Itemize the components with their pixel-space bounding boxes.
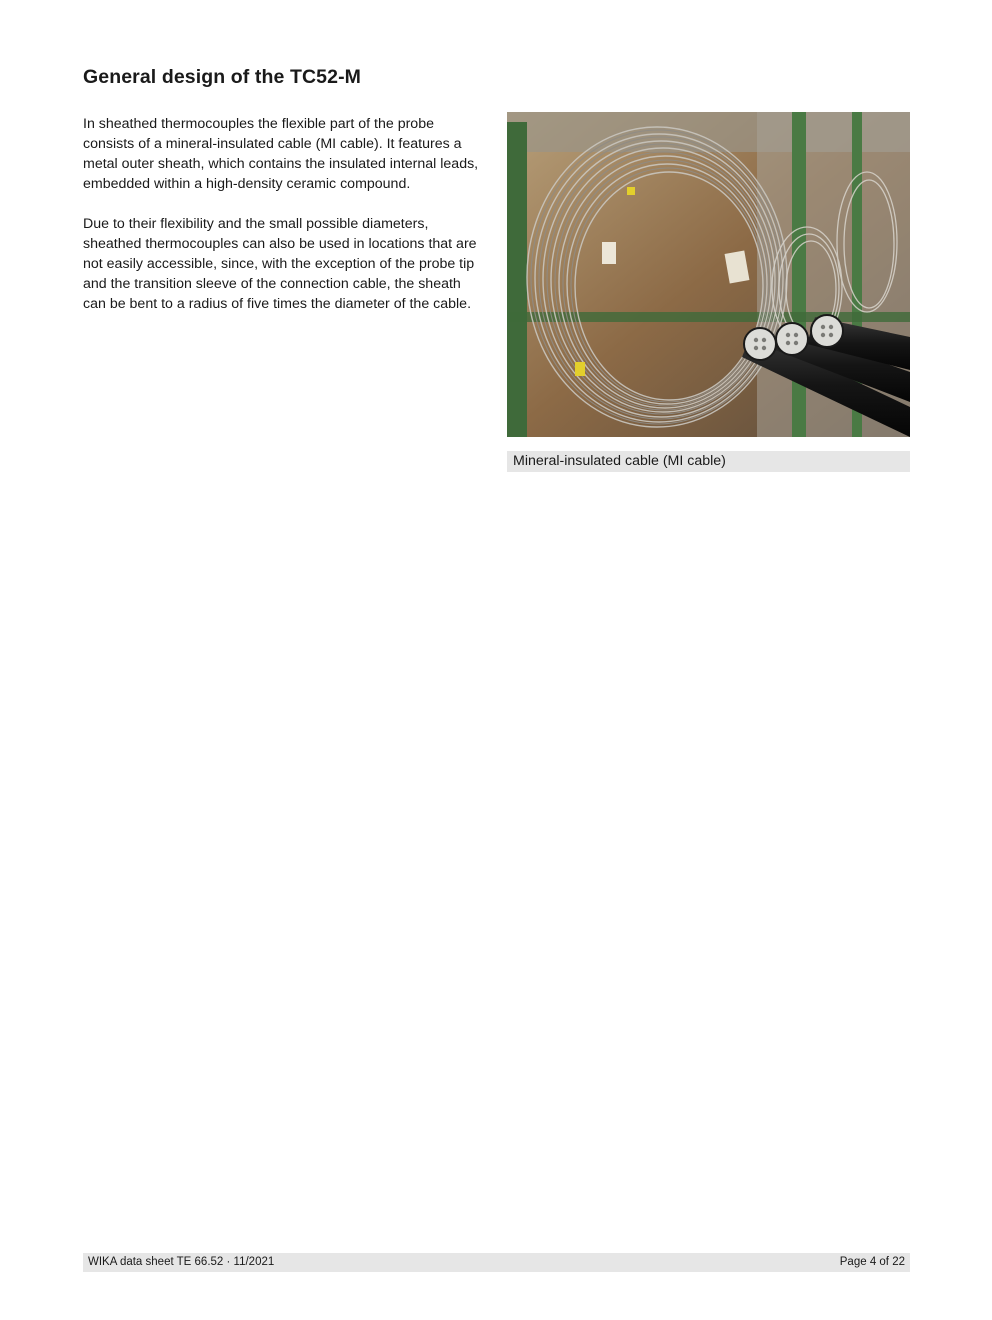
mi-cable-photo	[507, 112, 910, 437]
figure-caption: Mineral-insulated cable (MI cable)	[507, 451, 910, 472]
body-text	[83, 114, 483, 334]
footer-page-number: Page 4 of 22	[839, 1256, 905, 1268]
paragraph-2: Due to their flexibility and the small possible diameters, sheathed thermocouples can also be used in locations that are not easily accessible, since, with the exception of the probe tip and the transition sleeve of the connection cable, the sheath can be bent to a radius of five times the diameter of the cable.	[83, 216, 477, 312]
paragraph-1: In sheathed thermocouples the flexible part of the probe consists of a mineral-insulated cable (MI cable). It features a metal outer sheath, which contains the insulated internal leads, embedded within a high-density ceramic compound.	[83, 116, 479, 192]
page-footer	[83, 1253, 910, 1272]
footer-document-id: WIKA data sheet TE 66.52 · 11/2021	[88, 1256, 275, 1268]
page-heading: General design of the TC52-M	[83, 66, 362, 88]
